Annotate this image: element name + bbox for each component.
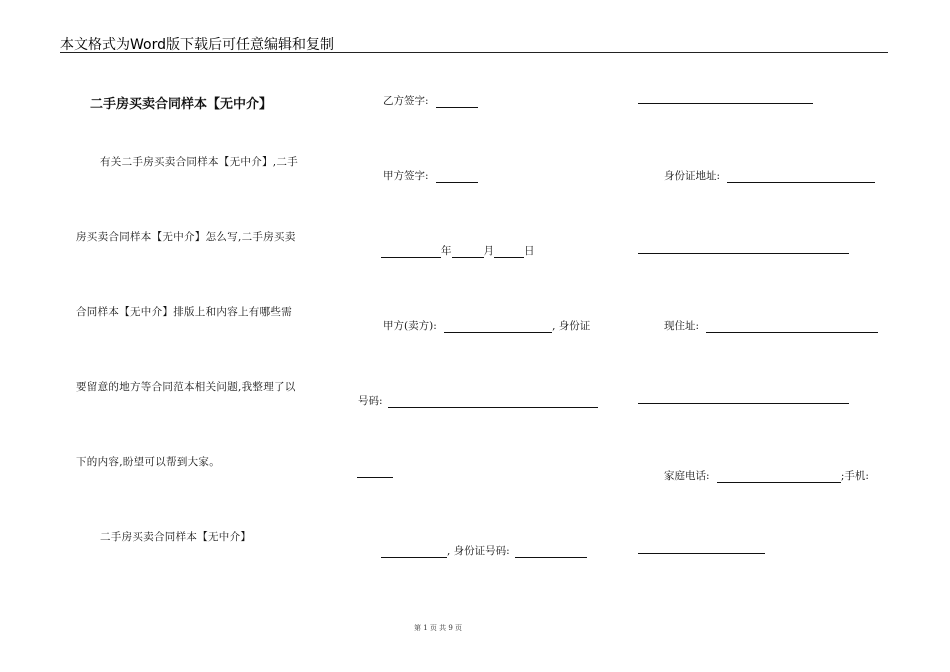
header-title: 本文格式为Word版下载后可任意编辑和复制 — [60, 37, 334, 53]
address-blank — [727, 171, 875, 183]
name-blank — [444, 321, 552, 333]
party-a-signature — [383, 168, 478, 183]
header-divider — [60, 52, 888, 53]
blank-line — [638, 553, 765, 554]
home-phone-label: 家庭电话: — [664, 470, 710, 482]
signature-blank — [436, 171, 478, 183]
day-blank — [494, 246, 524, 258]
mobile-label: ;手机: — [840, 470, 869, 482]
body-line-4: 要留意的地方等合同范本相关问题,我整理了以 — [76, 381, 296, 393]
document-title: 二手房买卖合同样本【无中介】 — [90, 97, 273, 112]
body-line-5: 下的内容,盼望可以帮到大家。 — [76, 456, 221, 468]
name-blank — [381, 546, 447, 558]
day-label: 日 — [524, 245, 535, 257]
id-number-label: , 身份证号码: — [447, 545, 510, 557]
phone-line — [664, 468, 869, 483]
party-a-seller-label: 甲方(卖方): — [383, 320, 437, 332]
id-card-label: , 身份证 — [552, 320, 591, 332]
second-id-line — [381, 543, 587, 558]
signature-blank — [436, 96, 478, 108]
id-number-blank — [515, 546, 587, 558]
party-b-sign-label: 乙方签字: — [383, 95, 429, 107]
id-address-label: 身份证地址: — [664, 170, 721, 182]
year-label: 年 — [441, 245, 452, 257]
id-number-blank — [388, 396, 598, 408]
month-blank — [452, 246, 484, 258]
blank-line — [638, 403, 849, 404]
blank-line — [638, 253, 849, 254]
body-line-3: 合同样本【无中介】排版上和内容上有哪些需 — [76, 306, 292, 318]
current-address-label: 现住址: — [664, 320, 700, 332]
section-subtitle: 二手房买卖合同样本【无中介】 — [100, 531, 252, 543]
id-number-line — [358, 393, 598, 408]
body-line-2: 房买卖合同样本【无中介】怎么写,二手房买卖 — [76, 231, 296, 243]
number-label: 号码: — [358, 395, 383, 407]
year-blank — [381, 246, 441, 258]
blank-line — [638, 103, 813, 104]
body-line-1: 有关二手房买卖合同样本【无中介】,二手 — [100, 156, 299, 168]
phone-blank — [717, 471, 841, 483]
party-a-seller-line — [383, 318, 590, 333]
continuation-blank — [357, 477, 393, 478]
address-blank — [706, 321, 878, 333]
month-label: 月 — [483, 245, 494, 257]
date-line — [381, 243, 535, 258]
party-b-signature — [383, 93, 478, 108]
current-address-line — [664, 318, 878, 333]
id-address-line — [664, 168, 875, 183]
page-number: 第 1 页 共 9 页 — [414, 624, 463, 632]
party-a-sign-label: 甲方签字: — [383, 170, 429, 182]
